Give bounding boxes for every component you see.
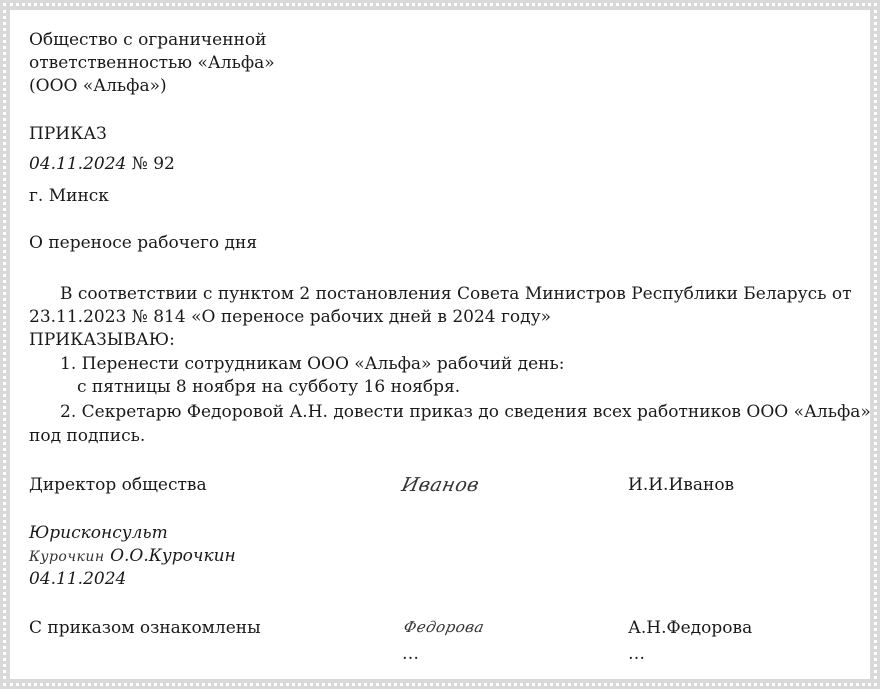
director-name: И.И.Иванов	[628, 475, 735, 495]
document-sheet	[10, 10, 870, 679]
fedorova-signature: Федорова	[402, 618, 487, 636]
org-name-line2: ответственностью «Альфа»	[29, 53, 275, 73]
doc-number: № 92	[131, 154, 175, 174]
fedorova-name: А.Н.Федорова	[628, 618, 753, 638]
org-short-name: (ООО «Альфа»)	[29, 76, 167, 96]
doc-subject: О переносе рабочего дня	[29, 233, 258, 253]
order-item-1-line1: 1. Перенести сотрудникам ООО «Альфа» рабочий день:	[60, 354, 565, 374]
preamble-line2: 23.11.2023 № 814 «О переносе рабочих дней в 2024 году»	[29, 307, 552, 327]
acknowledged-title: С приказом ознакомлены	[29, 618, 261, 638]
doc-date-number	[29, 153, 175, 176]
doc-date: 04.11.2024	[29, 154, 127, 174]
order-word: ПРИКАЗЫВАЮ:	[29, 330, 175, 350]
ellipsis-signature: …	[402, 644, 419, 664]
director-signature: Иванов	[399, 474, 482, 496]
lawyer-date: 04.11.2024	[29, 569, 127, 589]
order-item-1-line2: с пятницы 8 ноября на субботу 16 ноября.	[77, 377, 461, 397]
doc-place: г. Минск	[29, 186, 109, 206]
order-item-2-line2: под подпись.	[29, 426, 146, 446]
ellipsis-name: …	[628, 644, 645, 664]
org-name-line1: Общество с ограниченной	[29, 30, 267, 50]
lawyer-title: Юрисконсульт	[29, 523, 168, 543]
lawyer-name: О.О.Курочкин	[110, 546, 236, 566]
doc-type: ПРИКАЗ	[29, 124, 107, 144]
lawyer-signature: Курочкин	[29, 549, 105, 565]
preamble-line1: В соответствии с пунктом 2 постановления Совета Министров Республики Беларусь от	[60, 284, 852, 304]
lawyer-sign-line	[29, 545, 236, 569]
order-item-2-line1: 2. Секретарю Федоровой А.Н. довести приказ до сведения всех работников ООО «Альфа»	[60, 402, 871, 422]
director-title: Директор общества	[29, 475, 207, 495]
